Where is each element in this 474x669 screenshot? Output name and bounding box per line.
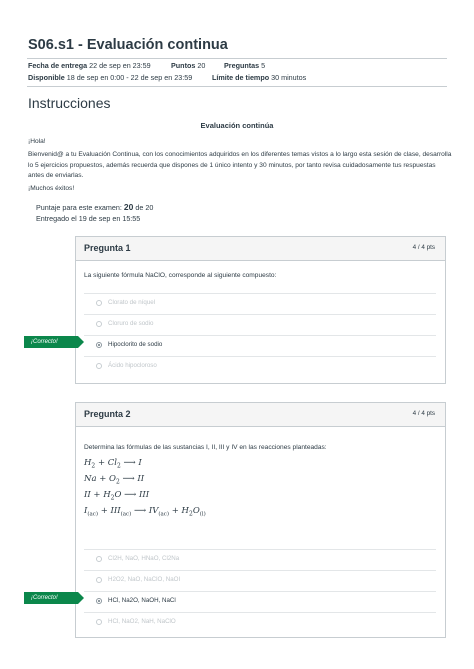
radio-button[interactable] xyxy=(96,619,102,625)
greeting: ¡Hola! xyxy=(28,138,46,145)
answer-label: Cl2H, NaO, HNaO, Cl2Na xyxy=(108,555,180,562)
question-count-label: Preguntas xyxy=(224,61,260,70)
points-value: 20 xyxy=(197,61,206,70)
instructions-heading: Instrucciones xyxy=(28,95,111,111)
radio-button-selected[interactable] xyxy=(96,342,102,348)
answer-option[interactable] xyxy=(84,570,436,590)
answer-option[interactable] xyxy=(84,612,436,632)
answer-option[interactable] xyxy=(84,356,436,376)
question-text: Determina las fórmulas de las sustancias I, II, III y IV en las reacciones planteadas: xyxy=(84,444,327,451)
closing: ¡Muchos éxitos! xyxy=(28,185,75,192)
question-header xyxy=(76,237,445,261)
question-title: Pregunta 1 xyxy=(84,243,131,253)
divider xyxy=(27,86,447,87)
time-limit-value: 30 minutos xyxy=(271,73,307,82)
question-count xyxy=(224,61,265,70)
radio-button[interactable] xyxy=(96,321,102,327)
time-limit xyxy=(212,73,306,82)
answer-label: Cloruro de sodio xyxy=(108,320,154,327)
due-date-value: 22 de sep en 23:59 xyxy=(89,61,151,70)
answer-label: Ácido hipocloroso xyxy=(108,362,157,369)
answer-option-selected[interactable] xyxy=(84,591,436,611)
due-date xyxy=(28,61,151,70)
points-label: Puntos xyxy=(171,61,196,70)
score-total: de 20 xyxy=(135,203,154,212)
question-text: La siguiente fórmula NaClO, corresponde al siguiente compuesto: xyxy=(84,272,277,279)
due-date-label: Fecha de entrega xyxy=(28,61,88,70)
radio-button[interactable] xyxy=(96,300,102,306)
radio-button[interactable] xyxy=(96,556,102,562)
instructions-subheading: Evaluación continúa xyxy=(200,121,274,130)
question-card-1 xyxy=(75,236,446,384)
availability-label: Disponible xyxy=(28,73,65,82)
answer-label: H2O2, NaO, NaClO, NaOI xyxy=(108,576,181,583)
answer-label: HCl, Na2O, NaOH, NaCl xyxy=(108,597,176,604)
radio-button[interactable] xyxy=(96,577,102,583)
equation-4: $I_{(ac)} + III_{(ac)}$ ⟶ $IV_{(ac)} + H_2O_{(l)}$ xyxy=(84,506,206,518)
points xyxy=(171,61,205,70)
time-limit-label: Límite de tiempo xyxy=(212,73,270,82)
answer-option[interactable] xyxy=(84,293,436,313)
quiz-title: S06.s1 - Evaluación continua xyxy=(28,37,228,53)
answer-label: Hipoclorito de sodio xyxy=(108,341,163,348)
radio-button-selected[interactable] xyxy=(96,598,102,604)
submitted-at: Entregado el 19 de sep en 15:55 xyxy=(36,214,141,223)
equation-3: II + $H_2O$ ⟶ III xyxy=(84,490,150,502)
answer-label: Clorato de níquel xyxy=(108,299,156,306)
answer-option[interactable] xyxy=(84,314,436,334)
question-points: 4 / 4 pts xyxy=(412,410,435,417)
radio-button[interactable] xyxy=(96,363,102,369)
equation-1: $H_2 + Cl_2$ ⟶ I xyxy=(84,458,142,470)
question-title: Pregunta 2 xyxy=(84,409,131,419)
score-label: Puntaje para este examen: xyxy=(36,203,122,212)
equation-2: $Na + O_2$ ⟶ II xyxy=(84,474,145,486)
availability-value: 18 de sep en 0:00 - 22 de sep en 23:59 xyxy=(66,73,193,82)
score-line xyxy=(36,202,153,212)
question-count-value: 5 xyxy=(261,61,266,70)
question-card-2 xyxy=(75,402,446,638)
answer-option-selected[interactable] xyxy=(84,335,436,355)
question-points: 4 / 4 pts xyxy=(412,244,435,251)
score-value: 20 xyxy=(123,202,134,212)
availability xyxy=(28,73,192,82)
divider xyxy=(27,58,447,59)
answer-option[interactable] xyxy=(84,549,436,569)
instructions-body: Bienvenid@ a tu Evaluación Continua, con los conocimientos adquiridos en los diferentes temas vistos a lo largo esta sesión de clase, desarrolla lo 5 ejercicios propuestos, además recuerda que dispones de 1 único intento y 30 minutos, por tanto revisa cuidadosamente tus respuestas antes de enviarlas. xyxy=(28,151,452,179)
correct-badge: ¡Correcto! xyxy=(24,592,78,604)
answer-label: HCl, NaO2, NaH, NaClO xyxy=(108,618,176,625)
correct-badge: ¡Correcto! xyxy=(24,336,78,348)
question-header xyxy=(76,403,445,427)
